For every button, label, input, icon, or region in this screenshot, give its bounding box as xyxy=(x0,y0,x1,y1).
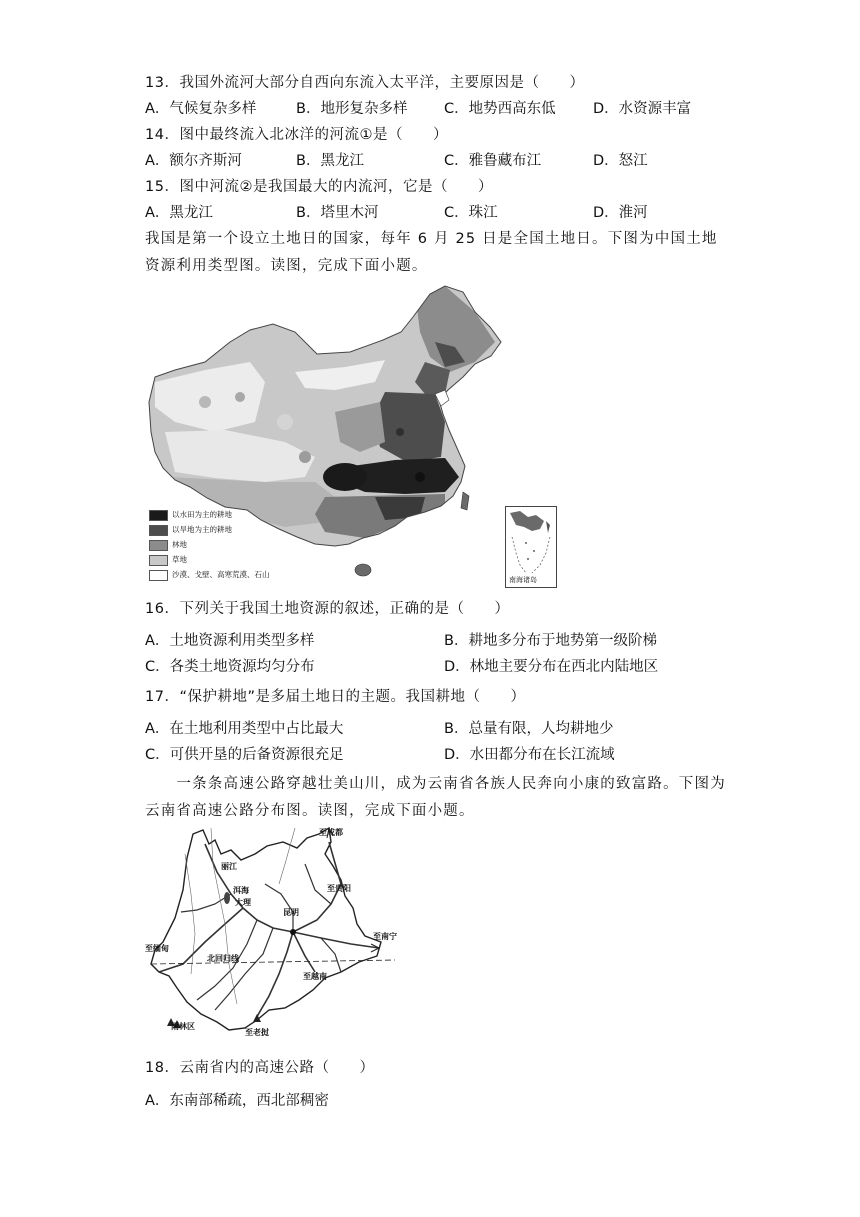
label-tropic-of-cancer: 北回归线 xyxy=(207,954,239,963)
question-17-option-c: C．可供开垦的后备资源很充足 xyxy=(145,747,344,763)
land-day-intro: 我国是第一个设立土地日的国家，每年 6 月 25 日是全国土地日。下图为中国土地资源利用类型图。读图，完成下面小题。 xyxy=(145,231,718,274)
question-18-option-a: A．东南部稀疏，西北部稠密 xyxy=(145,1093,329,1109)
question-16-option-c: C．各类土地资源均匀分布 xyxy=(145,659,315,675)
question-15-option-c: C．珠江 xyxy=(444,205,498,221)
legend-swatch-paddy xyxy=(149,510,168,521)
legend-swatch-forest xyxy=(149,540,168,551)
question-13-stem: 13．我国外流河大部分自西向东流入太平洋，主要原因是（ ） xyxy=(145,75,585,91)
label-lijiang: 丽江 xyxy=(221,862,237,871)
legend-swatch-grassland xyxy=(149,555,168,566)
question-15-option-b: B．塔里木河 xyxy=(296,205,379,221)
question-16-option-d: D．林地主要分布在西北内陆地区 xyxy=(444,659,659,675)
legend-label-grassland: 草地 xyxy=(172,555,187,564)
question-13-option-c: C．地势西高东低 xyxy=(444,101,556,117)
question-13-option-d: D．水资源丰富 xyxy=(593,101,692,117)
legend-swatch-desert xyxy=(149,570,168,581)
question-17-option-d: D．水田都分布在长江流域 xyxy=(444,747,615,763)
label-to-vietnam: 至越南 xyxy=(303,972,327,981)
label-to-guiyang: 至贵阳 xyxy=(327,884,351,893)
question-15-option-a: A．黑龙江 xyxy=(145,205,213,221)
question-18-stem: 18．云南省内的高速公路（ ） xyxy=(145,1060,375,1076)
inset-label: 南海诸岛 xyxy=(509,576,537,584)
question-13-option-a: A．气候复杂多样 xyxy=(145,101,257,117)
label-dali: 大理 xyxy=(235,898,251,907)
question-17-stem: 17．“保护耕地”是多届土地日的主题。我国耕地（ ） xyxy=(145,689,526,705)
label-to-chengdu: 至成都 xyxy=(319,828,343,837)
south-china-sea-inset xyxy=(505,506,557,588)
legend-label-paddy: 以水田为主的耕地 xyxy=(172,510,232,519)
yunnan-highway-intro: 一条条高速公路穿越壮美山川，成为云南省各族人民奔向小康的致富路。下图为云南省高速公路分布图。读图，完成下面小题。 xyxy=(145,776,726,819)
label-to-laos: 至老挝 xyxy=(245,1028,269,1037)
legend-label-desert: 沙漠、戈壁、高寒荒漠、石山 xyxy=(172,570,270,579)
question-14-option-b: B．黑龙江 xyxy=(296,153,364,169)
question-13-option-b: B．地形复杂多样 xyxy=(296,101,408,117)
label-to-nanning: 至南宁 xyxy=(373,932,397,941)
yunnan-highway-map xyxy=(145,824,420,1044)
question-17-option-a: A．在土地利用类型中占比最大 xyxy=(145,721,344,737)
label-erhai: 洱海 xyxy=(233,886,249,895)
question-15-stem: 15．图中河流②是我国最大的内流河，它是（ ） xyxy=(145,179,493,195)
question-14-stem: 14．图中最终流入北冰洋的河流①是（ ） xyxy=(145,127,448,143)
legend-label-dryland: 以旱地为主的耕地 xyxy=(172,525,232,534)
question-14-option-a: A．额尔齐斯河 xyxy=(145,153,242,169)
label-to-myanmar: 至缅甸 xyxy=(145,944,169,953)
label-rainforest: 雨林区 xyxy=(171,1022,195,1031)
legend-swatch-dryland xyxy=(149,525,168,536)
question-14-option-d: D．怒江 xyxy=(593,153,648,169)
question-14-option-c: C．雅鲁藏布江 xyxy=(444,153,542,169)
question-17-option-b: B．总量有限，人均耕地少 xyxy=(444,721,614,737)
question-15-option-d: D．淮河 xyxy=(593,205,648,221)
legend-label-forest: 林地 xyxy=(172,540,187,549)
question-16-option-b: B．耕地多分布于地势第一级阶梯 xyxy=(444,633,657,649)
label-kunming: 昆明 xyxy=(283,908,299,917)
question-16-option-a: A．土地资源利用类型多样 xyxy=(145,633,315,649)
china-land-use-map xyxy=(145,282,565,588)
question-16-stem: 16．下列关于我国土地资源的叙述，正确的是（ ） xyxy=(145,601,510,617)
china-map-graphic xyxy=(145,282,565,588)
